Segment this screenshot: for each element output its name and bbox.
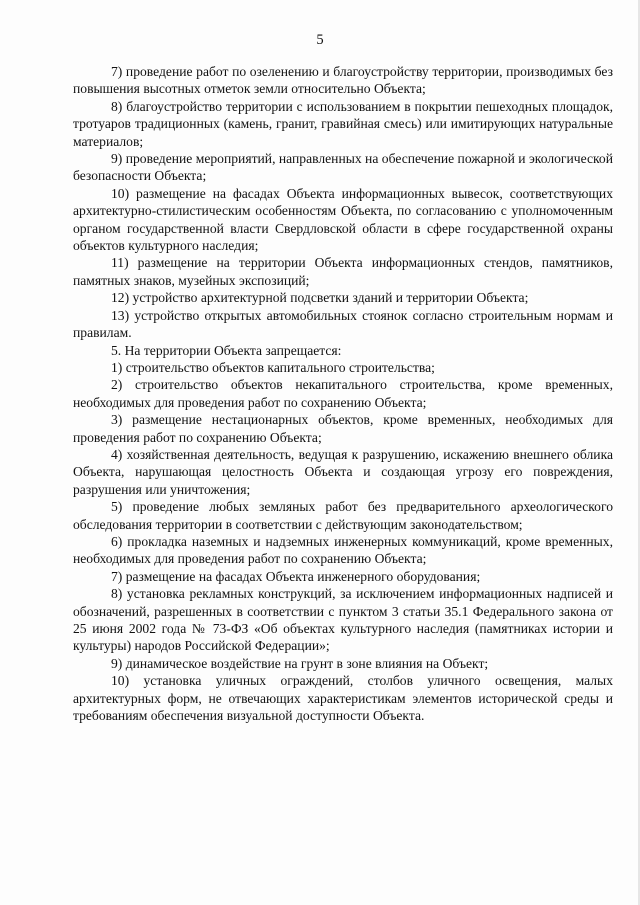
page-number: 5 [316,32,324,48]
list-item: 8) установка рекламных конструкций, за исключением информационных надписей и обозначений, разрешенных в соответствии с пунктом 3 статьи 35.1 Федерального закона от 25 июня 2002 года № 73-ФЗ «Об объектах культурного наследия (памятниках истории и культуры) народов Российской Федерации»; [73,586,613,654]
list-item: 5) проведение любых земляных работ без предварительного археологического обследования территории в соответствии с действующим законодательством; [73,499,613,532]
list-item: 8) благоустройство территории с использованием в покрытии пешеходных площадок, тротуаров традиционных (камень, гранит, гравийная смесь) или имитирующих натуральные материалов; [73,98,613,149]
document-body [73,63,613,724]
list-item: 7) размещение на фасадах Объекта инженерного оборудования; [111,568,481,584]
list-item: 4) хозяйственная деятельность, ведущая к разрушению, искажению внешнего облика Объекта, нарушающая целостность Объекта и создающая угрозу его повреждения, разрушения или уничтожения; [73,446,613,497]
list-item: 1) строительство объектов капитального строительства; [111,359,435,375]
list-item: 7) проведение работ по озеленению и благоустройству территории, производимых без повышения высотных отметок земли относительно Объекта; [73,64,613,97]
list-item: 2) строительство объектов некапитального строительства, кроме временных, необходимых для проведения работ по сохранению Объекта; [73,377,613,410]
list-item: 11) размещение на территории Объекта информационных стендов, памятников, памятных знаков, музейных экспозиций; [73,255,613,288]
list-item: 10) размещение на фасадах Объекта информационных вывесок, соответствующих архитектурно-стилистическим особенностям Объекта, по согласованию с уполномоченным органом государственной власти Свердловской области в сфере государственной охраны объектов культурного наследия; [73,185,613,254]
list-item: 6) прокладка наземных и надземных инженерных коммуникаций, кроме временных, необходимых для проведения работ по сохранению Объекта; [73,533,613,567]
list-item: 3) размещение нестационарных объектов, кроме временных, необходимых для проведения работ по сохранению Объекта; [73,412,613,445]
list-item: 12) устройство архитектурной подсветки зданий и территории Объекта; [111,290,529,306]
list-item: 10) установка уличных ограждений, столбов уличного освещения, малых архитектурных форм, не отвечающих характеристикам элементов исторической среды и требованиям обеспечения визуальной доступности Объекта. [73,673,613,724]
list-item: 9) динамическое воздействие на грунт в зоне влияния на Объект; [111,655,489,671]
list-item: 13) устройство открытых автомобильных стоянок согласно строительным нормам и правилам. [73,307,613,341]
section-heading: 5. На территории Объекта запрещается: [111,342,342,358]
list-item: 9) проведение мероприятий, направленных на обеспечение пожарной и экологической безопасности Объекта; [73,151,613,184]
